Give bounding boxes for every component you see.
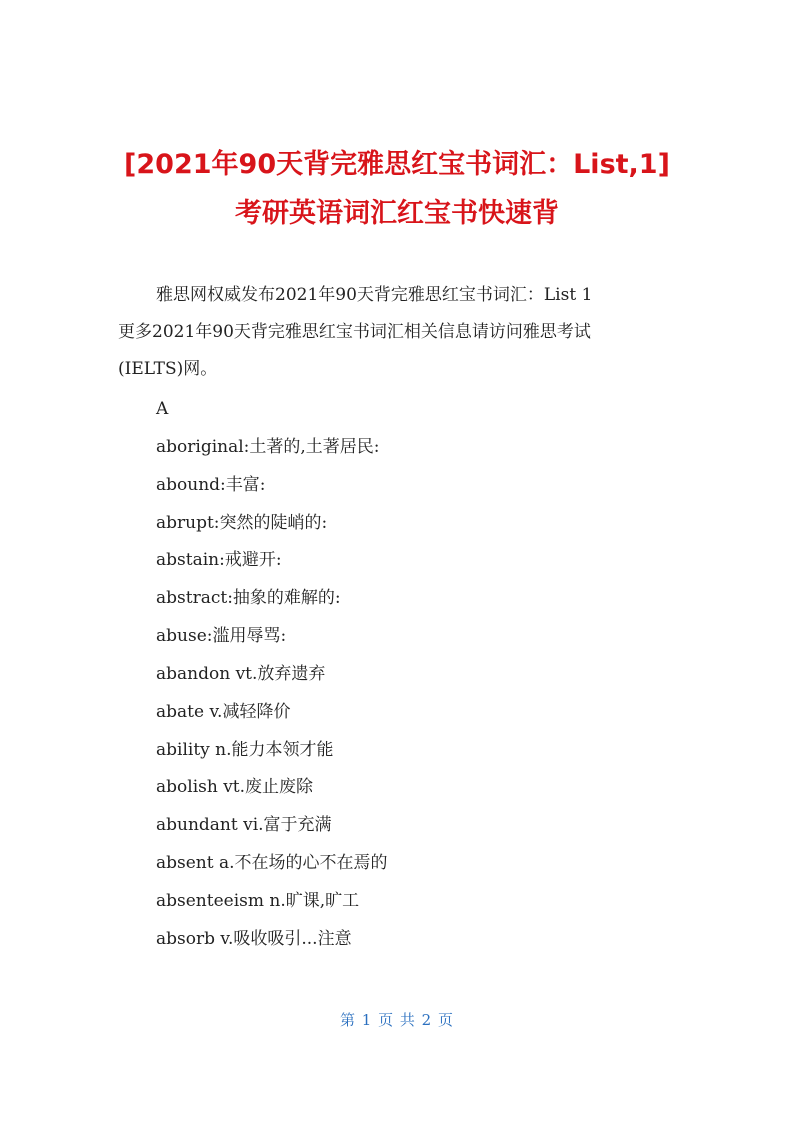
vocab-entry: abolish vt.废止废除 — [156, 777, 314, 798]
vocab-entry: abound:丰富: — [156, 474, 266, 495]
intro-line-2: 更多2021年90天背完雅思红宝书词汇相关信息请访问雅思考试 — [118, 322, 591, 342]
intro-line-1: 雅思网权威发布2021年90天背完雅思红宝书词汇：List 1 — [156, 285, 593, 305]
vocab-entry: abstain:戒避开: — [156, 550, 282, 571]
document-title-line-1: [2021年90天背完雅思红宝书词汇：List,1] — [124, 149, 670, 180]
vocab-entry: ability n.能力本领才能 — [156, 739, 334, 760]
vocab-entry: abundant vi.富于充满 — [156, 815, 332, 836]
vocabulary-list — [156, 395, 676, 963]
vocab-entry: abrupt:突然的陡峭的: — [156, 512, 328, 533]
vocab-entry: absent a.不在场的心不在焉的 — [156, 853, 388, 874]
vocab-entry: abate v.减轻降价 — [156, 701, 291, 722]
section-letter: A — [156, 399, 169, 419]
document-title-line-2: 考研英语词汇红宝书快速背 — [235, 198, 559, 229]
intro-line-3: (IELTS)网。 — [118, 359, 218, 379]
vocab-entry: abstract:抽象的难解的: — [156, 588, 341, 609]
vocab-entry: abandon vt.放弃遗弃 — [156, 663, 326, 684]
vocab-entry: aboriginal:土著的,土著居民: — [156, 436, 380, 457]
vocab-entry: absorb v.吸收吸引...注意 — [156, 928, 352, 949]
vocab-entry: absenteeism n.旷课,旷工 — [156, 890, 360, 911]
intro-paragraph — [118, 277, 678, 388]
vocab-entry: abuse:滥用辱骂: — [156, 626, 287, 647]
page-number-footer: 第 1 页 共 2 页 — [340, 1011, 454, 1029]
